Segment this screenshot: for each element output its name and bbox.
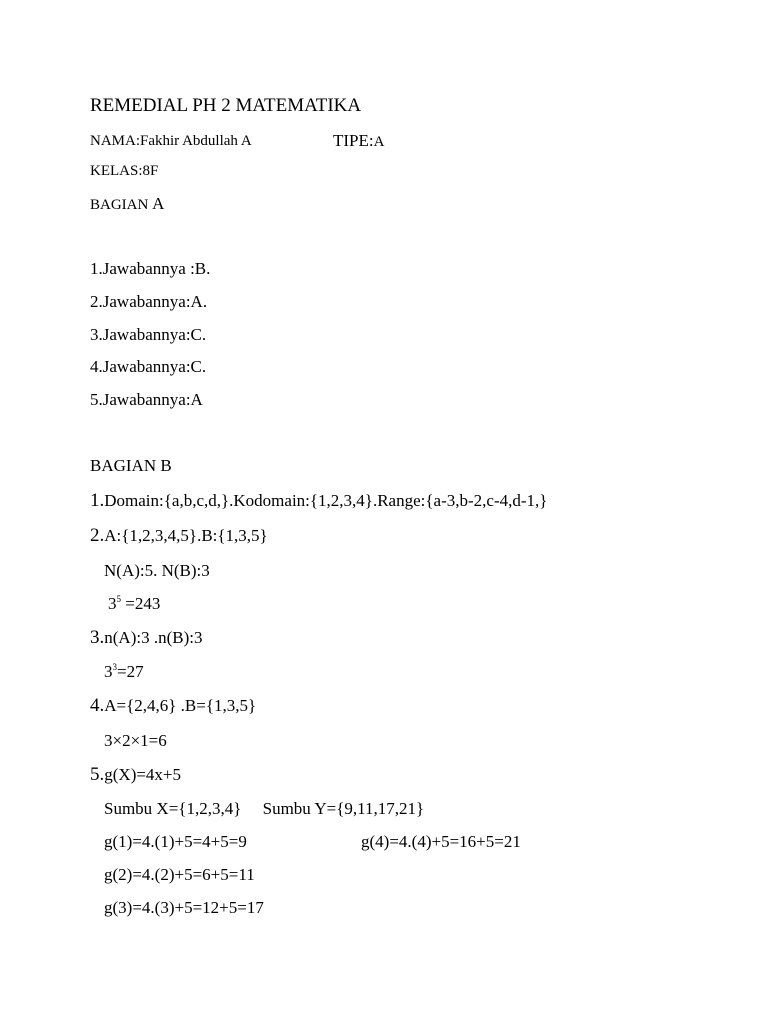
- document-title: REMEDIAL PH 2 MATEMATIKA: [90, 95, 362, 116]
- answer-b-2-number: 2.: [90, 525, 105, 546]
- answer-b-5-text: g(X)=4x+5: [104, 765, 182, 784]
- answer-b-5-g4: g(4)=4.(4)+5=16+5=21: [361, 832, 521, 851]
- answer-b-1: [90, 491, 547, 510]
- answer-b-5-axes: Sumbu X={1,2,3,4} Sumbu Y={9,11,17,21}: [104, 799, 425, 818]
- answer-b-3: [90, 628, 202, 647]
- answer-b-5-g1: g(1)=4.(1)+5=4+5=9: [104, 832, 247, 851]
- answer-b-2: [90, 526, 268, 545]
- test-type-label: TIPE:: [333, 131, 374, 150]
- answer-a-3: 3.Jawabannya:C.: [90, 325, 207, 344]
- test-type-value: A: [373, 134, 385, 150]
- answer-a-5: 5.Jawabannya:A: [90, 390, 203, 409]
- power-exponent: 5: [116, 594, 121, 604]
- answer-b-2-line-2: N(A):5. N(B):3: [104, 561, 210, 580]
- answer-b-5: [90, 765, 181, 784]
- answer-b-4-number: 4.: [90, 695, 105, 716]
- test-type: [333, 132, 384, 150]
- answer-a-1: 1.Jawabannya :B.: [90, 259, 211, 278]
- answer-b-4-line-2: 3×2×1=6: [104, 731, 167, 750]
- answer-b-3-power: [104, 663, 144, 680]
- section-a-heading: [90, 195, 164, 213]
- answer-b-4-text: A={2,4,6} .B={1,3,5}: [104, 696, 257, 715]
- answer-b-3-number: 3.: [90, 627, 105, 648]
- answer-b-1-text: Domain:{a,b,c,d,}.Kodomain:{1,2,3,4}.Range:{a-3,b-2,c-4,d-1,}: [104, 491, 548, 510]
- section-b-heading: BAGIAN B: [90, 456, 172, 475]
- answer-b-5-number: 5.: [90, 764, 105, 785]
- answer-b-2-text: A:{1,2,3,4,5}.B:{1,3,5}: [104, 526, 268, 545]
- answer-a-4: 4.Jawabannya:C.: [90, 357, 207, 376]
- power-base: 3: [104, 662, 113, 681]
- answer-a-2: 2.Jawabannya:A.: [90, 292, 208, 311]
- section-a-label: BAGIAN: [90, 197, 153, 213]
- section-a-letter: A: [152, 194, 165, 213]
- power-base: 3: [108, 594, 117, 613]
- answer-b-2-power: [108, 595, 160, 612]
- answer-b-1-number: 1.: [90, 490, 105, 511]
- answer-b-5-g3: g(3)=4.(3)+5=12+5=17: [104, 898, 264, 917]
- answer-b-5-g2: g(2)=4.(2)+5=6+5=11: [104, 865, 255, 884]
- answer-b-4: [90, 696, 256, 715]
- power-exponent: 3: [112, 662, 117, 672]
- power-result: =27: [117, 662, 144, 681]
- answer-b-3-text: n(A):3 .n(B):3: [104, 628, 203, 647]
- student-class: KELAS:8F: [90, 163, 159, 179]
- student-name: NAMA:Fakhir Abdullah A: [90, 133, 252, 149]
- power-result: =243: [121, 594, 161, 613]
